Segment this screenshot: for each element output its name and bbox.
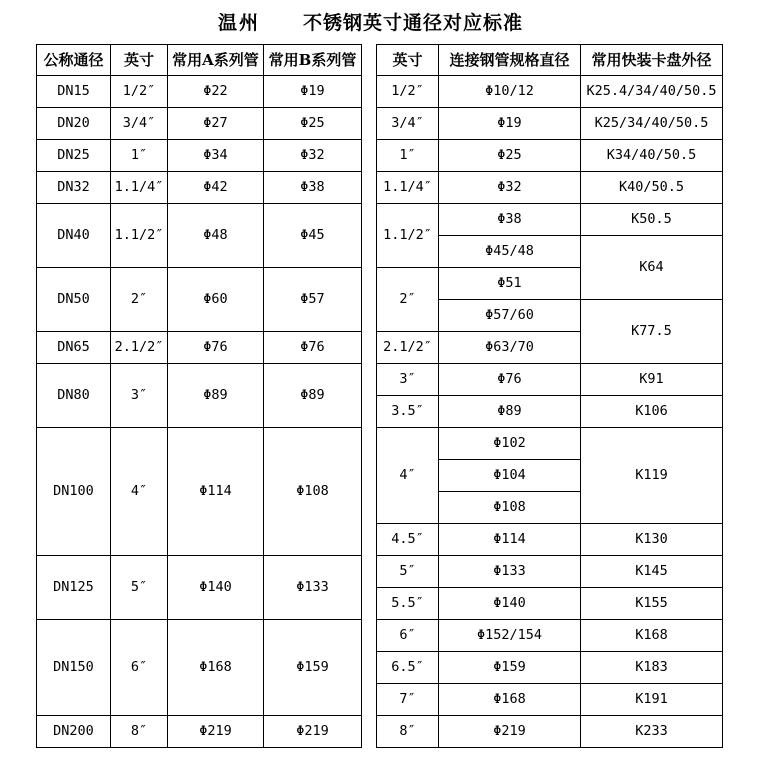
series-b-cell: Φ25 — [264, 108, 362, 140]
inch-cell: 2.1/2″ — [377, 332, 439, 364]
inch-cell: 3/4″ — [111, 108, 168, 140]
clamp-cell: K183 — [581, 652, 723, 684]
inch-cell: 1.1/4″ — [377, 172, 439, 204]
series-b-cell: Φ76 — [264, 332, 362, 364]
pipe-cell: Φ25 — [439, 140, 581, 172]
left-header-row — [37, 45, 362, 76]
series-a-cell: Φ27 — [168, 108, 264, 140]
pipe-cell: Φ102 — [439, 428, 581, 460]
series-b-cell: Φ38 — [264, 172, 362, 204]
clamp-cell: K91 — [581, 364, 723, 396]
inch-cell: 1.1/2″ — [377, 204, 439, 268]
series-a-cell: Φ168 — [168, 620, 264, 716]
series-a-cell: Φ219 — [168, 716, 264, 748]
table-row — [377, 428, 723, 460]
table-row — [377, 684, 723, 716]
series-a-cell: Φ76 — [168, 332, 264, 364]
clamp-cell: K77.5 — [581, 300, 723, 364]
clamp-cell: K119 — [581, 428, 723, 524]
series-a-cell: Φ114 — [168, 428, 264, 556]
table-row — [377, 652, 723, 684]
header-series-b: 常用B系列管 — [264, 45, 362, 76]
inch-cell: 1″ — [111, 140, 168, 172]
document-title — [0, 8, 758, 38]
clamp-cell: K50.5 — [581, 204, 723, 236]
inch-cell: 2″ — [377, 268, 439, 332]
table-row — [37, 428, 362, 556]
series-a-cell: Φ89 — [168, 364, 264, 428]
pipe-cell: Φ10/12 — [439, 76, 581, 108]
left-standard-table — [36, 44, 362, 748]
series-a-cell: Φ60 — [168, 268, 264, 332]
inch-cell: 8″ — [377, 716, 439, 748]
pipe-cell: Φ45/48 — [439, 236, 581, 268]
inch-cell: 6″ — [377, 620, 439, 652]
pipe-cell: Φ140 — [439, 588, 581, 620]
clamp-cell: K130 — [581, 524, 723, 556]
table-row — [37, 332, 362, 364]
series-a-cell: Φ34 — [168, 140, 264, 172]
nominal-cell: DN125 — [37, 556, 111, 620]
inch-cell: 7″ — [377, 684, 439, 716]
pipe-cell: Φ219 — [439, 716, 581, 748]
clamp-cell: K34/40/50.5 — [581, 140, 723, 172]
nominal-cell: DN25 — [37, 140, 111, 172]
nominal-cell: DN80 — [37, 364, 111, 428]
table-row — [377, 524, 723, 556]
series-b-cell: Φ108 — [264, 428, 362, 556]
pipe-cell: Φ104 — [439, 460, 581, 492]
table-row — [377, 108, 723, 140]
series-b-cell: Φ219 — [264, 716, 362, 748]
header-inch: 英寸 — [111, 45, 168, 76]
pipe-cell: Φ38 — [439, 204, 581, 236]
inch-cell: 1″ — [377, 140, 439, 172]
pipe-cell: Φ57/60 — [439, 300, 581, 332]
header-pipe-diameter: 连接钢管规格直径 — [439, 45, 581, 76]
clamp-cell: K191 — [581, 684, 723, 716]
nominal-cell: DN65 — [37, 332, 111, 364]
pipe-cell: Φ108 — [439, 492, 581, 524]
table-row — [377, 364, 723, 396]
title-main: 不锈钢英寸通径对应标准 — [303, 12, 524, 34]
pipe-cell: Φ133 — [439, 556, 581, 588]
series-b-cell: Φ159 — [264, 620, 362, 716]
nominal-cell: DN200 — [37, 716, 111, 748]
pipe-cell: Φ63/70 — [439, 332, 581, 364]
title-city: 温州 — [218, 12, 261, 34]
table-row — [37, 556, 362, 620]
clamp-cell: K25/34/40/50.5 — [581, 108, 723, 140]
table-row — [37, 268, 362, 332]
inch-cell: 3.5″ — [377, 396, 439, 428]
series-a-cell: Φ42 — [168, 172, 264, 204]
clamp-cell: K168 — [581, 620, 723, 652]
table-row — [377, 396, 723, 428]
inch-cell: 6″ — [111, 620, 168, 716]
table-row — [37, 716, 362, 748]
nominal-cell: DN50 — [37, 268, 111, 332]
table-row — [377, 556, 723, 588]
inch-cell: 8″ — [111, 716, 168, 748]
inch-cell: 2.1/2″ — [111, 332, 168, 364]
series-b-cell: Φ19 — [264, 76, 362, 108]
table-row — [377, 76, 723, 108]
nominal-cell: DN20 — [37, 108, 111, 140]
inch-cell: 4″ — [111, 428, 168, 556]
inch-cell: 1/2″ — [377, 76, 439, 108]
inch-cell: 1/2″ — [111, 76, 168, 108]
series-b-cell: Φ89 — [264, 364, 362, 428]
clamp-cell: K155 — [581, 588, 723, 620]
header-nominal-diameter: 公称通径 — [37, 45, 111, 76]
series-b-cell: Φ32 — [264, 140, 362, 172]
table-row — [377, 716, 723, 748]
pipe-cell: Φ89 — [439, 396, 581, 428]
pipe-cell: Φ114 — [439, 524, 581, 556]
table-row — [37, 76, 362, 108]
header-clamp-diameter: 常用快装卡盘外径 — [581, 45, 723, 76]
inch-cell: 5″ — [111, 556, 168, 620]
table-row — [377, 204, 723, 236]
pipe-cell: Φ19 — [439, 108, 581, 140]
pipe-cell: Φ51 — [439, 268, 581, 300]
series-b-cell: Φ57 — [264, 268, 362, 332]
table-row — [37, 172, 362, 204]
inch-cell: 3″ — [377, 364, 439, 396]
nominal-cell: DN15 — [37, 76, 111, 108]
right-standard-table — [376, 44, 723, 748]
clamp-cell: K64 — [581, 236, 723, 300]
clamp-cell: K25.4/34/40/50.5 — [581, 76, 723, 108]
inch-cell: 3/4″ — [377, 108, 439, 140]
series-a-cell: Φ48 — [168, 204, 264, 268]
pipe-cell: Φ32 — [439, 172, 581, 204]
nominal-cell: DN40 — [37, 204, 111, 268]
table-row — [377, 140, 723, 172]
header-inch: 英寸 — [377, 45, 439, 76]
table-row — [377, 588, 723, 620]
table-row — [37, 364, 362, 428]
series-b-cell: Φ133 — [264, 556, 362, 620]
inch-cell: 1.1/2″ — [111, 204, 168, 268]
table-row — [37, 204, 362, 268]
series-a-cell: Φ140 — [168, 556, 264, 620]
inch-cell: 4″ — [377, 428, 439, 524]
inch-cell: 5″ — [377, 556, 439, 588]
table-row — [37, 140, 362, 172]
inch-cell: 1.1/4″ — [111, 172, 168, 204]
table-row — [37, 108, 362, 140]
nominal-cell: DN100 — [37, 428, 111, 556]
clamp-cell: K145 — [581, 556, 723, 588]
pipe-cell: Φ152/154 — [439, 620, 581, 652]
inch-cell: 6.5″ — [377, 652, 439, 684]
series-b-cell: Φ45 — [264, 204, 362, 268]
clamp-cell: K40/50.5 — [581, 172, 723, 204]
table-row — [37, 620, 362, 716]
clamp-cell: K106 — [581, 396, 723, 428]
pipe-cell: Φ159 — [439, 652, 581, 684]
pipe-cell: Φ76 — [439, 364, 581, 396]
inch-cell: 4.5″ — [377, 524, 439, 556]
series-a-cell: Φ22 — [168, 76, 264, 108]
inch-cell: 2″ — [111, 268, 168, 332]
inch-cell: 5.5″ — [377, 588, 439, 620]
clamp-cell: K233 — [581, 716, 723, 748]
nominal-cell: DN150 — [37, 620, 111, 716]
nominal-cell: DN32 — [37, 172, 111, 204]
right-header-row — [377, 45, 723, 76]
table-row — [377, 172, 723, 204]
inch-cell: 3″ — [111, 364, 168, 428]
pipe-cell: Φ168 — [439, 684, 581, 716]
header-series-a: 常用A系列管 — [168, 45, 264, 76]
table-row — [377, 620, 723, 652]
